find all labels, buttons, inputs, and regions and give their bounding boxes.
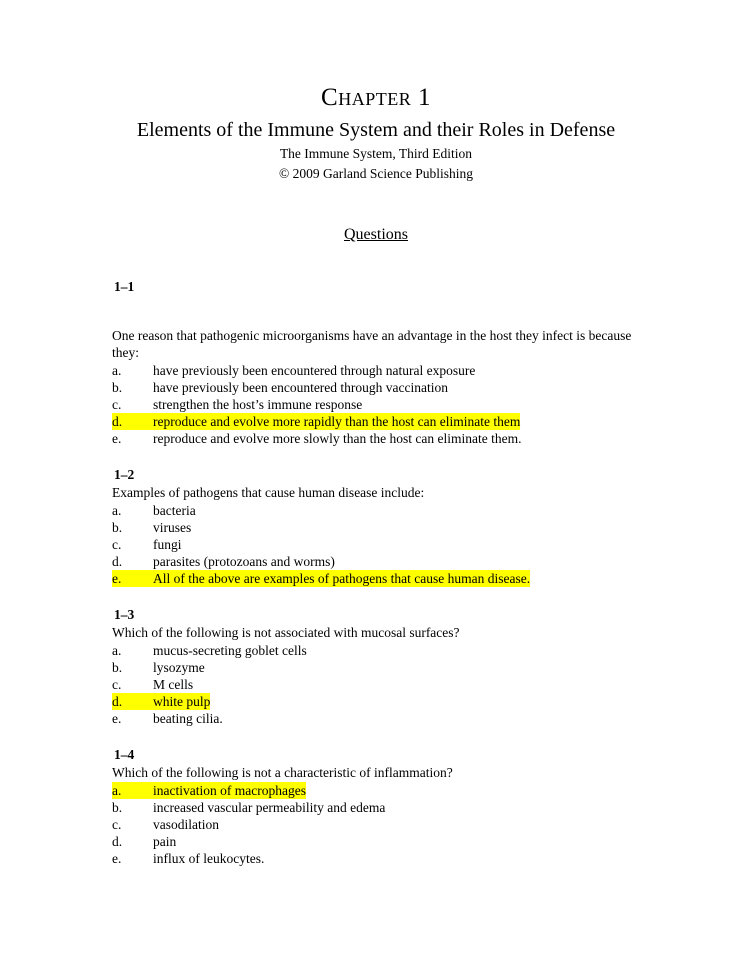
option-letter: c.	[112, 677, 122, 692]
option-text: lysozyme	[153, 660, 205, 675]
edition-line: The Immune System, Third Edition	[279, 146, 473, 161]
question-stem: Which of the following is not associated with mucosal surfaces?	[112, 625, 460, 640]
option-text: influx of leukocytes.	[153, 851, 265, 866]
option-letter: b.	[112, 660, 123, 675]
option-highlight-wrap	[112, 833, 176, 850]
option-row	[112, 413, 640, 430]
questions-list	[112, 278, 640, 867]
option-letter: a.	[112, 363, 122, 378]
option-row	[112, 799, 640, 816]
option-highlight-wrap	[112, 519, 191, 536]
option-text: strengthen the host’s immune response	[153, 397, 363, 412]
option-row	[112, 642, 640, 659]
option-letter: b.	[112, 520, 123, 535]
option-letter: e.	[112, 431, 122, 446]
question-block	[112, 606, 640, 727]
option-letter: b.	[112, 380, 123, 395]
question-block	[112, 746, 640, 867]
option-highlight-wrap	[112, 676, 193, 693]
option-row	[112, 693, 640, 710]
option-row	[112, 782, 640, 799]
option-highlight-wrap	[112, 710, 223, 727]
option-letter: c.	[112, 537, 122, 552]
option-letter: d.	[112, 414, 123, 429]
option-highlight-wrap	[112, 379, 448, 396]
option-highlight-wrap	[112, 782, 306, 799]
document-title: Elements of the Immune System and their Roles in Defense	[136, 119, 616, 141]
option-text: have previously been encountered through vaccination	[153, 380, 449, 395]
option-text: viruses	[153, 520, 192, 535]
option-row	[112, 430, 640, 447]
option-row	[112, 833, 640, 850]
option-letter: a.	[112, 503, 122, 518]
option-highlight-wrap	[112, 659, 205, 676]
question-block	[112, 466, 640, 587]
options-list	[112, 782, 640, 867]
option-letter: a.	[112, 783, 122, 798]
option-text: vasodilation	[153, 817, 219, 832]
option-row	[112, 850, 640, 867]
option-highlight-wrap	[112, 816, 219, 833]
options-list	[112, 642, 640, 727]
option-row	[112, 536, 640, 553]
option-text: M cells	[153, 677, 194, 692]
option-row	[112, 362, 640, 379]
option-row	[112, 553, 640, 570]
option-highlight-wrap	[112, 413, 520, 430]
question-stem: Examples of pathogens that cause human disease include:	[112, 485, 425, 500]
option-text: reproduce and evolve more rapidly than the host can eliminate them	[153, 414, 521, 429]
option-letter: e.	[112, 851, 122, 866]
option-text: bacteria	[153, 503, 196, 518]
option-row	[112, 659, 640, 676]
option-highlight-wrap	[112, 396, 362, 413]
option-text: fungi	[153, 537, 182, 552]
option-highlight-wrap	[112, 502, 196, 519]
option-letter: c.	[112, 397, 122, 412]
question-stem: Which of the following is not a characteristic of inflammation?	[112, 765, 453, 780]
option-text: parasites (protozoans and worms)	[153, 554, 335, 569]
chapter-heading: Chapter 1	[321, 84, 431, 111]
option-letter: d.	[112, 834, 123, 849]
option-row	[112, 379, 640, 396]
option-row	[112, 519, 640, 536]
options-list	[112, 502, 640, 587]
question-number: 1–1	[114, 279, 135, 294]
option-highlight-wrap	[112, 570, 530, 587]
option-letter: e.	[112, 571, 122, 586]
question-number: 1–2	[114, 467, 135, 482]
option-row	[112, 816, 640, 833]
question-stem: One reason that pathogenic microorganisms have an advantage in the host they infect is because they:	[112, 328, 632, 360]
option-row	[112, 676, 640, 693]
option-text: have previously been encountered through natural exposure	[153, 363, 476, 378]
option-letter: b.	[112, 800, 123, 815]
option-row	[112, 710, 640, 727]
option-row	[112, 502, 640, 519]
option-highlight-wrap	[112, 850, 264, 867]
option-letter: d.	[112, 554, 123, 569]
option-highlight-wrap	[112, 642, 307, 659]
option-letter: e.	[112, 711, 122, 726]
question-number: 1–4	[114, 747, 135, 762]
option-text: increased vascular permeability and edema	[153, 800, 386, 815]
question-block	[112, 278, 640, 447]
option-text: reproduce and evolve more slowly than the host can eliminate them.	[153, 431, 522, 446]
option-text: All of the above are examples of pathogens that cause human disease.	[153, 571, 531, 586]
option-highlight-wrap	[112, 362, 475, 379]
option-text: mucus-secreting goblet cells	[153, 643, 307, 658]
option-highlight-wrap	[112, 430, 522, 447]
option-text: pain	[153, 834, 177, 849]
option-highlight-wrap	[112, 536, 182, 553]
question-number: 1–3	[114, 607, 135, 622]
option-row	[112, 570, 640, 587]
option-highlight-wrap	[112, 693, 210, 710]
option-text: white pulp	[153, 694, 211, 709]
option-letter: d.	[112, 694, 123, 709]
options-list	[112, 362, 640, 447]
option-text: inactivation of macrophages	[153, 783, 306, 798]
option-highlight-wrap	[112, 553, 335, 570]
copyright-line: © 2009 Garland Science Publishing	[279, 166, 473, 181]
option-letter: c.	[112, 817, 122, 832]
option-row	[112, 396, 640, 413]
option-text: beating cilia.	[153, 711, 223, 726]
option-highlight-wrap	[112, 799, 385, 816]
option-letter: a.	[112, 643, 122, 658]
questions-heading: Questions	[344, 226, 408, 243]
